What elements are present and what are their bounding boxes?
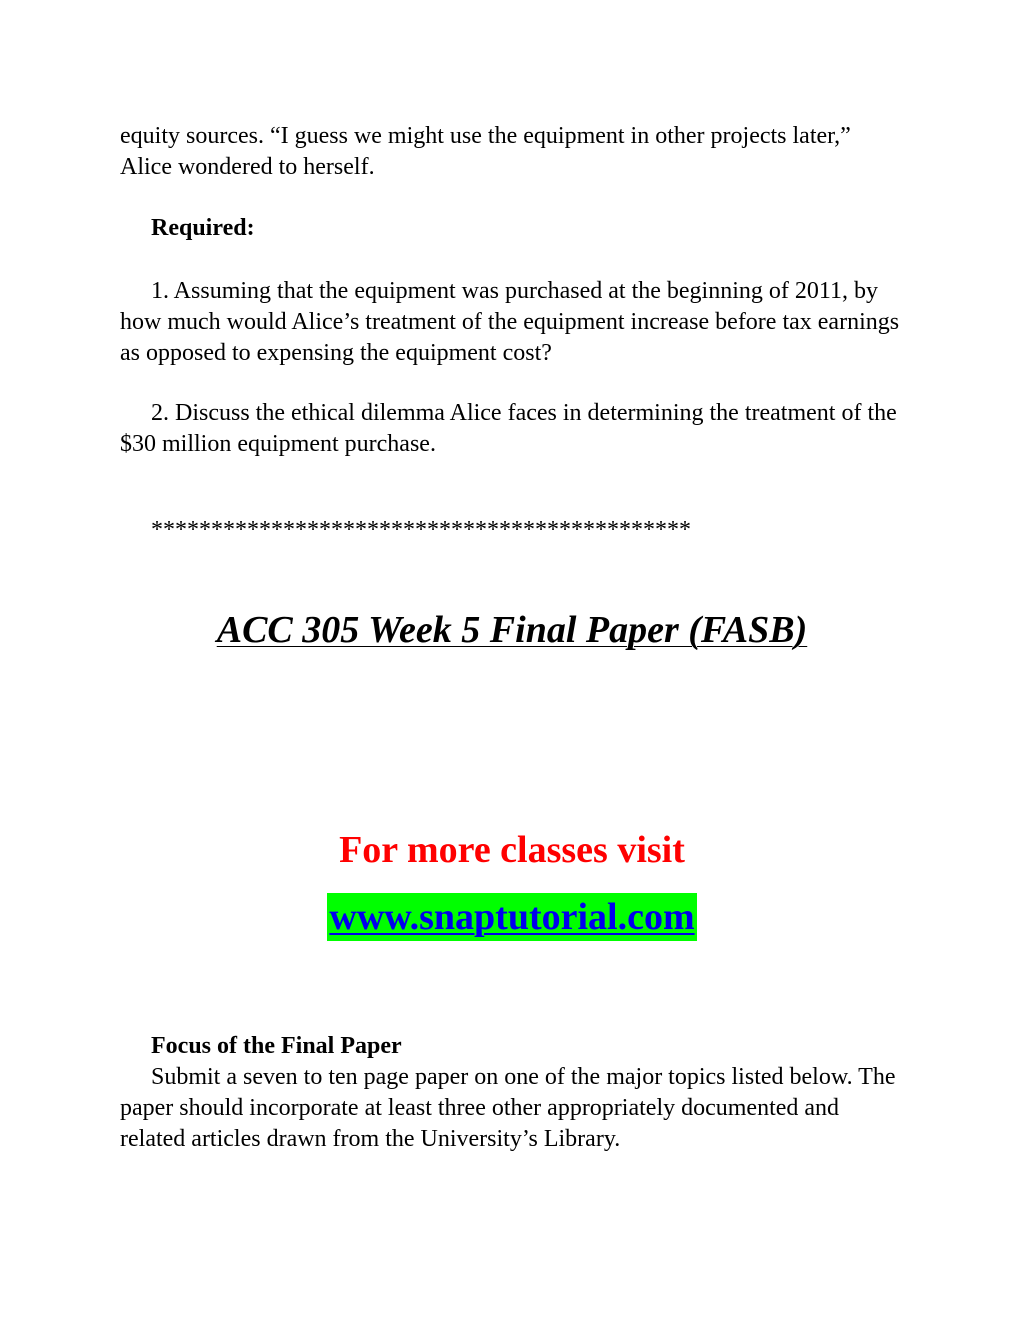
focus-body: Submit a seven to ten page paper on one of the major topics listed below. The paper should incorporate at least three other appropriately documented and related articles drawn from the University’s Library. — [120, 1064, 896, 1152]
promo-text: For more classes visit — [339, 829, 685, 871]
question-2: 2. Discuss the ethical dilemma Alice faces in determining the treatment of the $30 million equipment purchase. — [120, 400, 897, 457]
required-heading: Required: — [151, 215, 255, 241]
intro-paragraph: equity sources. “I guess we might use the equipment in other projects later,” Alice wondered to herself. — [120, 123, 851, 180]
focus-heading: Focus of the Final Paper — [151, 1033, 402, 1059]
separator-line: ********************************************* — [151, 517, 691, 543]
promo-link-container — [0, 893, 1024, 941]
promo-link[interactable]: www.snaptutorial.com — [327, 893, 696, 941]
question-1: 1. Assuming that the equipment was purchased at the beginning of 2011, by how much would Alice’s treatment of the equipment increase before tax earnings as opposed to expensing the equipment cost? — [120, 278, 900, 366]
paper-title: ACC 305 Week 5 Final Paper (FASB) — [216, 609, 808, 651]
